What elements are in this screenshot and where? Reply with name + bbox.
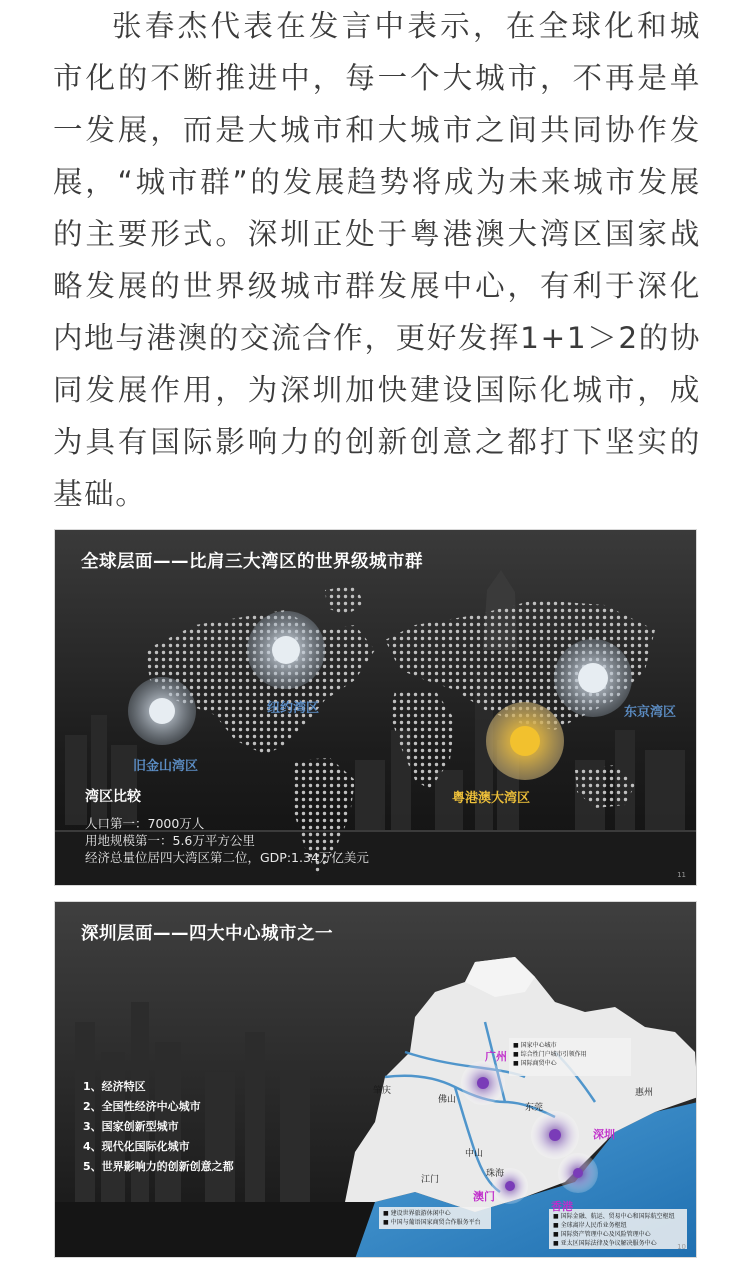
city-shenzhen: 深圳: [593, 1128, 615, 1141]
label-ny-bay: 纽约湾区: [267, 701, 320, 716]
article-paragraph: 张春杰代表在发言中表示，在全球化和城市化的不断推进中，每一个大城市，不再是单一发展，而是大城市和大城市之间共同协作发展，“城市群”的发展趋势将成为未来城市发展的主要形式。深圳正处于粤港澳大湾区国家战略发展的世界级城市群发展中心，有利于深化内地与港澳的交流合作，更好发挥1+1＞2的协同发展作用，为深圳加快建设国际化城市，成为具有国际影响力的创新创意之都打下坚实的基础。: [53, 9, 701, 511]
list-item: 2、全国性经济中心城市: [83, 1100, 201, 1113]
city-foshan: 佛山: [438, 1095, 457, 1105]
label-sf-bay: 旧金山湾区: [133, 759, 199, 774]
city-macau: 澳门: [473, 1190, 495, 1203]
shenzhen-marker: [531, 1111, 579, 1159]
comparison-line: 人口第一：7000万人: [85, 816, 205, 831]
comparison-line: 经济总量位居四大湾区第二位，GDP:1.34万亿美元: [85, 850, 369, 865]
list-item: 3、国家创新型城市: [83, 1120, 179, 1133]
slide2-page-number: 10: [677, 1243, 686, 1251]
guangzhou-notes: ■ 国家中心城市 ■ 综合性门户城市引领作用 ■ 国际商贸中心: [513, 1042, 587, 1067]
shenzhen-roles-list: [83, 1077, 234, 1177]
city-jiangmen: 江门: [421, 1175, 440, 1185]
slide1-page-number: 11: [677, 871, 686, 879]
ny-bay-marker: [247, 611, 325, 689]
global-bay-slide: [54, 529, 697, 886]
label-tokyo-bay: 东京湾区: [624, 705, 677, 720]
hongkong-notes: ■ 国际金融、航运、贸易中心和国际航空枢纽 ■ 全球离岸人民币业务枢纽 ■ 国际资产管理中心及风险管理中心 ■ 亚太区国际法律及争议解决服务中心: [553, 1213, 675, 1247]
list-item: 4、现代化国际化城市: [83, 1140, 190, 1153]
city-dongguan: 东莞: [525, 1103, 544, 1113]
gba-marker: [486, 702, 564, 780]
list-item: 5、世界影响力的创新创意之都: [83, 1160, 234, 1173]
hongkong-marker: [558, 1153, 598, 1193]
city-hongkong: 香港: [551, 1200, 573, 1213]
list-item: 1、经济特区: [83, 1080, 146, 1093]
slide2-title: 深圳层面——四大中心城市之一: [81, 924, 333, 944]
label-gba: 粤港澳大湾区: [452, 791, 531, 806]
city-huizhou: 惠州: [635, 1088, 654, 1098]
sf-bay-marker: [128, 677, 196, 745]
slide1-title: 全球层面——比肩三大湾区的世界级城市群: [81, 552, 423, 572]
article-body: [53, 0, 701, 520]
city-zhuhai: 珠海: [486, 1169, 505, 1179]
city-zhaoqing: 肇庆: [373, 1086, 392, 1096]
shenzhen-center-slide: [54, 901, 697, 1258]
macau-notes: ■ 建设世界旅游休闲中心 ■ 中国与葡语国家商贸合作服务平台: [383, 1210, 481, 1226]
guangzhou-marker: [461, 1061, 505, 1105]
tokyo-bay-marker: [554, 639, 632, 717]
comparison-line: 用地规模第一：5.6万平方公里: [85, 833, 255, 848]
city-guangzhou: 广州: [485, 1050, 507, 1063]
city-zhongshan: 中山: [465, 1149, 484, 1159]
bay-comparison-title: 湾区比较: [85, 789, 141, 805]
